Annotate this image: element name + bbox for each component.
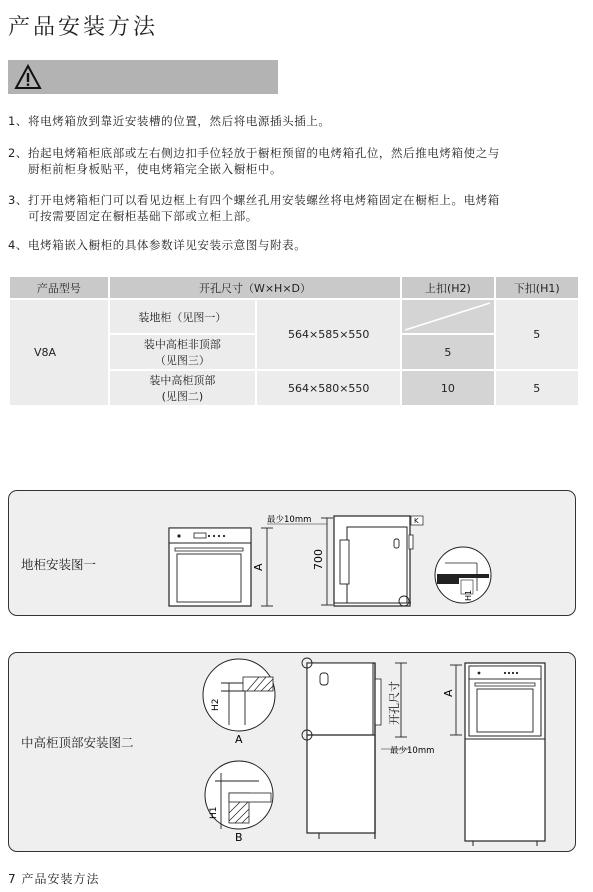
detail-b-label: B: [235, 831, 243, 844]
step-3: 3、打开电烤箱柜门可以看见边框上有四个螺丝孔用安装螺丝将电烤箱固定在橱柜上。电烤箱 可按需要固定在橱柜基础下部或立柜上部。: [8, 193, 500, 223]
dim-h1-label: H1: [464, 589, 473, 601]
install-type-cell: 装中高柜顶部 (见图二): [110, 371, 255, 405]
opening-size-cell: 564×585×550: [257, 300, 400, 369]
dim-k-label: K: [414, 517, 419, 525]
parameter-table: [8, 275, 580, 407]
warning-bar: [8, 60, 278, 94]
detail-a-label: A: [235, 733, 243, 746]
page-footer: 7 产品安装方法: [8, 872, 100, 886]
header-h2: 上扣(H2): [402, 277, 493, 298]
diagram-label: 地柜安装图一: [21, 557, 97, 572]
diagram-label: 中高柜顶部安装图二: [21, 735, 134, 750]
h1-cell: 5: [496, 371, 579, 405]
table-header-row: [10, 277, 578, 298]
step-2: 2、抬起电烤箱柜底部或左右侧边扣手位轻放于橱柜预留的电烤箱孔位，然后推电烤箱使之与 厨柜前柜身板贴平，使电烤箱完全嵌入橱柜中。: [8, 146, 500, 176]
page-title: 产品安装方法: [8, 15, 159, 40]
header-model: 产品型号: [10, 277, 108, 298]
opening-size-cell: 564×580×550: [257, 371, 400, 405]
tall-cabinet-top-diagram-panel: [8, 652, 576, 852]
dim-a-label: A: [442, 689, 455, 697]
model-cell: V8A: [10, 300, 108, 405]
opening-size-label: 开孔尺寸: [388, 681, 401, 725]
tall-cabinet-top-diagram: [9, 653, 575, 851]
h1-cell: 5: [496, 300, 579, 369]
table-row: [10, 300, 578, 333]
header-h1: 下扣(H1): [496, 277, 579, 298]
install-type-cell: 装地柜（见图一）: [110, 300, 255, 333]
dim-h2-label: H2: [211, 698, 221, 711]
floor-cabinet-diagram-panel: [8, 490, 576, 616]
diagonal-line: [403, 301, 492, 332]
floor-cabinet-diagram: [9, 491, 575, 615]
h2-empty-cell: [402, 300, 493, 333]
dim-h1-label: H1: [209, 806, 219, 819]
dim-700-label: 700: [312, 549, 325, 570]
dim-a-label: A: [252, 563, 265, 571]
header-opening-size: 开孔尺寸（W×H×D）: [110, 277, 401, 298]
step-4: 4、电烤箱嵌入橱柜的具体参数详见安装示意图与附表。: [8, 238, 307, 252]
min-gap-label: 最少10mm: [267, 515, 312, 525]
install-type-cell: 装中高柜非顶部 （见图三）: [110, 335, 255, 369]
step-1: 1、将电烤箱放到靠近安装槽的位置，然后将电源插头插上。: [8, 114, 331, 128]
warning-triangle-icon: [14, 64, 42, 90]
h2-cell: 5: [402, 335, 493, 369]
min-gap-label: 最少10mm: [390, 746, 435, 756]
h2-cell: 10: [402, 371, 493, 405]
